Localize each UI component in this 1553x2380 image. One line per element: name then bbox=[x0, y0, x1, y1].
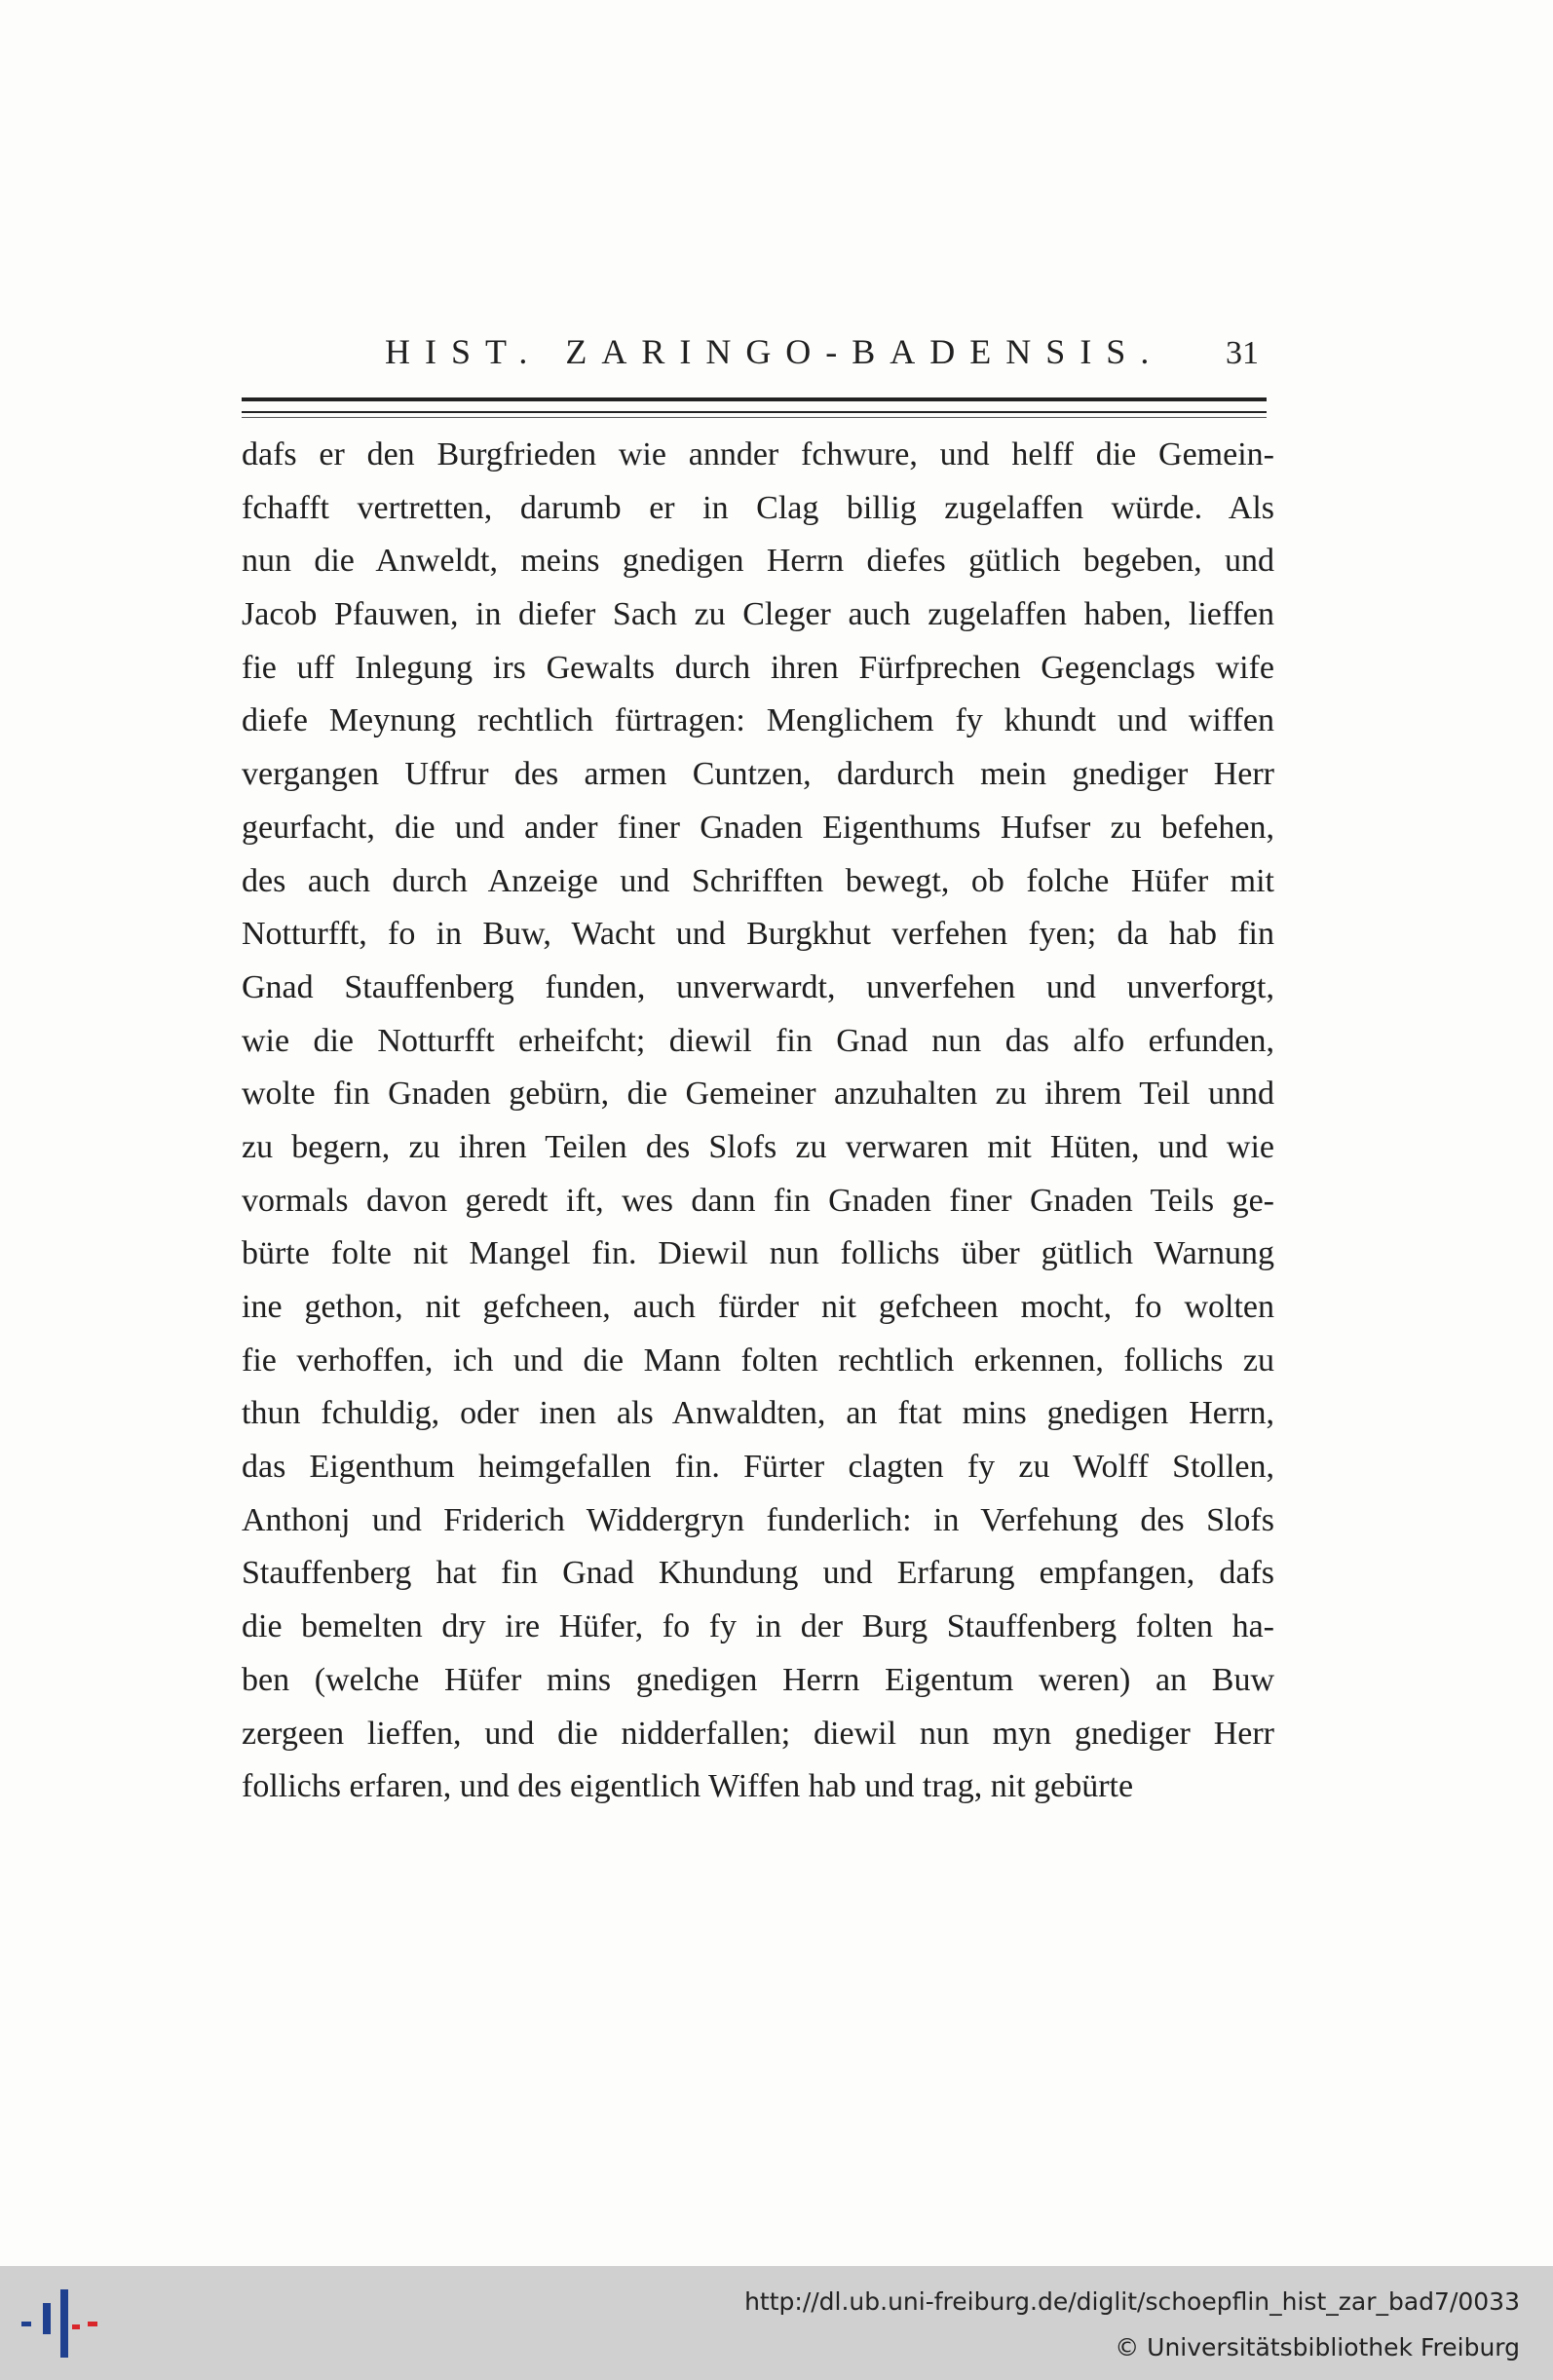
text-line: ben (welche Hüfer mins gnedigen Herrn Eigentum weren) an Buw bbox=[242, 1661, 1274, 1698]
logo-bar-left-top bbox=[21, 2322, 31, 2326]
logo-bar-left-mid bbox=[43, 2303, 51, 2334]
copyright-notice: © Universitätsbibliothek Freiburg bbox=[1115, 2333, 1520, 2361]
text-line: wolte fin Gnaden gebürn, die Gemeiner anzuhalten zu ihrem Teil unnd bbox=[242, 1076, 1274, 1113]
header-rule-hairline bbox=[242, 417, 1267, 418]
header-rule-thick bbox=[242, 397, 1267, 401]
text-line: zergeen lieffen, und die nidderfallen; diewil nun myn gnediger Herr bbox=[242, 1715, 1274, 1752]
ub-freiburg-logo-icon[interactable] bbox=[21, 2289, 99, 2358]
text-line: fie uff Inlegung irs Gewalts durch ihren Fürfprechen Gegenclags wife bbox=[242, 649, 1274, 686]
page-number: 31 bbox=[1226, 335, 1259, 371]
source-url-link[interactable]: http://dl.ub.uni-freiburg.de/diglit/schoepflin_hist_zar_bad7/0033 bbox=[744, 2287, 1520, 2316]
text-line: wie die Notturfft erheifcht; diewil fin Gnad nun das alfo erfunden, bbox=[242, 1022, 1274, 1059]
text-line: die bemelten dry ire Hüfer, fo fy in der Burg Stauffenberg folten ha- bbox=[242, 1608, 1274, 1645]
text-line: fie verhoffen, ich und die Mann folten rechtlich erkennen, follichs zu bbox=[242, 1341, 1274, 1379]
text-line: fchafft vertretten, darumb er in Clag billig zugelaffen würde. Als bbox=[242, 489, 1274, 526]
text-line: follichs erfaren, und des eigentlich Wiffen hab und trag, nit gebürte bbox=[242, 1768, 1134, 1805]
text-line: Jacob Pfauwen, in diefer Sach zu Cleger auch zugelaffen haben, lieffen bbox=[242, 596, 1274, 633]
text-line: zu begern, zu ihren Teilen des Slofs zu verwaren mit Hüten, und wie bbox=[242, 1128, 1274, 1165]
text-line: des auch durch Anzeige und Schrifften bewegt, ob folche Hüfer mit bbox=[242, 862, 1274, 899]
logo-bar-red-small bbox=[72, 2324, 80, 2329]
text-line: vergangen Uffrur des armen Cuntzen, dardurch mein gnediger Herr bbox=[242, 756, 1274, 793]
text-line: nun die Anweldt, meins gnedigen Herrn diefes gütlich begeben, und bbox=[242, 543, 1274, 580]
logo-bar-red-right bbox=[88, 2322, 97, 2326]
text-line: geurfacht, die und ander finer Gnaden Eigenthums Hufser zu befehen, bbox=[242, 809, 1274, 846]
running-title: HIST. ZARINGO-BADENSIS. bbox=[385, 332, 1164, 371]
text-line: Anthonj und Friderich Widdergryn funderlich: in Verfehung des Slofs bbox=[242, 1501, 1274, 1538]
text-line: bürte folte nit Mangel fin. Diewil nun follichs über gütlich Warnung bbox=[242, 1235, 1274, 1272]
text-line: das Eigenthum heimgefallen fin. Fürter clagten fy zu Wolff Stollen, bbox=[242, 1449, 1274, 1486]
logo-bar-tall bbox=[60, 2289, 68, 2358]
text-line: thun fchuldig, oder inen als Anwaldten, an ftat mins gnedigen Herrn, bbox=[242, 1395, 1274, 1432]
body-text bbox=[242, 429, 1274, 1814]
text-line: Stauffenberg hat fin Gnad Khundung und Erfarung empfangen, dafs bbox=[242, 1555, 1274, 1592]
text-line: diefe Meynung rechtlich fürtragen: Menglichem fy khundt und wiffen bbox=[242, 702, 1274, 739]
text-line: vormals davon geredt ift, wes dann fin Gnaden finer Gnaden Teils ge- bbox=[242, 1182, 1274, 1219]
text-line: dafs er den Burgfrieden wie annder fchwure, und helff die Gemein- bbox=[242, 436, 1274, 472]
text-line: Notturfft, fo in Buw, Wacht und Burgkhut verfehen fyen; da hab fin bbox=[242, 916, 1274, 953]
text-line: ine gethon, nit gefcheen, auch fürder nit gefcheen mocht, fo wolten bbox=[242, 1289, 1274, 1325]
footer-bar bbox=[0, 2266, 1553, 2380]
text-line: Gnad Stauffenberg funden, unverwardt, unverfehen und unverforgt, bbox=[242, 968, 1274, 1005]
header-rule-thin bbox=[242, 411, 1267, 413]
